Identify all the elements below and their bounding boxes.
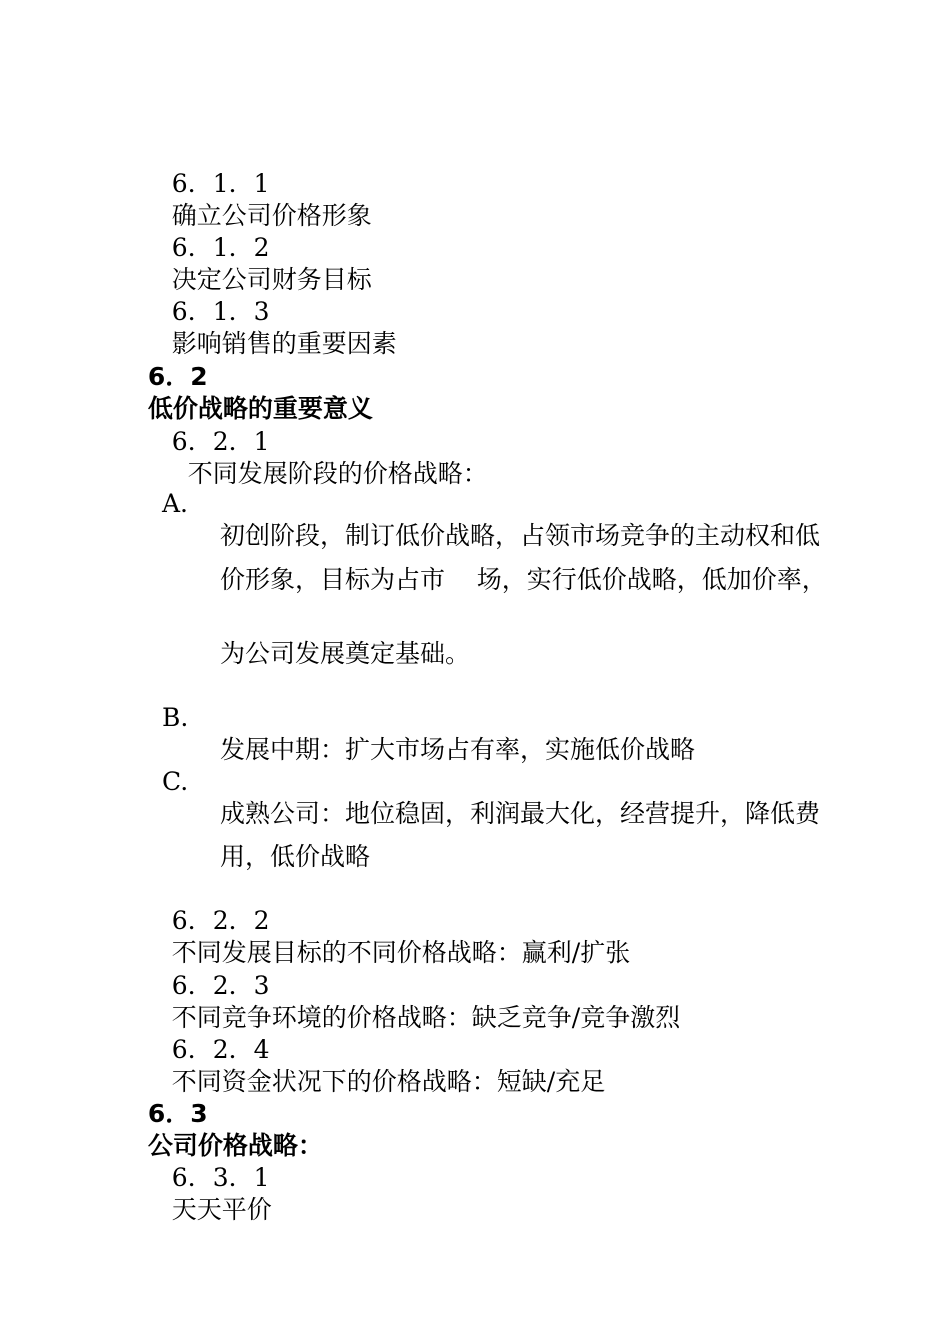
list-text: 为公司发展奠定基础。 [220,639,471,668]
list-text: 用，低价战略 [220,842,371,871]
list-marker: C. [162,767,189,796]
heading-title: 低价战略的重要意义 [147,394,373,423]
heading-number: 6．3 [147,1099,208,1128]
list-item-c-cont [0,809,371,905]
section-number: 6．1．3 [171,297,270,326]
heading-title: 公司价格战略： [147,1131,323,1160]
section-number: 6．2．2 [171,906,270,935]
list-marker: A. [162,489,189,518]
section-number: 6．1．2 [171,233,270,262]
section-title: 不同发展目标的不同价格战略：赢利/扩张 [171,938,631,967]
section-number: 6．2．3 [171,971,270,1000]
section-title: 影响销售的重要因素 [171,329,397,358]
section-6-3-1 [140,1130,272,1258]
section-6-2-1 [140,394,488,522]
section-number: 6．1．1 [171,169,270,198]
section-number: 6．2．1 [171,427,270,456]
section-title: 天天平价 [171,1195,272,1224]
list-text: 成熟公司：地位稳固，利润最大化，经营提升，降低费 [220,799,821,828]
list-text: 价形象，目标为占市 场，实行低价战略，低加价率， [220,565,827,594]
section-number: 6．2．4 [171,1035,270,1064]
list-text: 发展中期：扩大市场占有率，实施低价战略 [220,735,696,764]
section-title: 不同发展阶段的价格战略： [171,459,488,488]
heading-number: 6．2 [147,362,208,391]
section-title: 决定公司财务目标 [171,265,372,294]
section-title: 不同资金状况下的价格战略：短缺/充足 [171,1067,606,1096]
section-title: 不同竞争环境的价格战略：缺乏竞争/竞争激烈 [171,1003,681,1032]
list-text: 初创阶段，制订低价战略，占领市场竞争的主动权和低 [220,521,821,550]
list-marker: B. [162,703,189,732]
section-title: 确立公司价格形象 [171,201,372,230]
section-number: 6．3．1 [171,1163,270,1192]
